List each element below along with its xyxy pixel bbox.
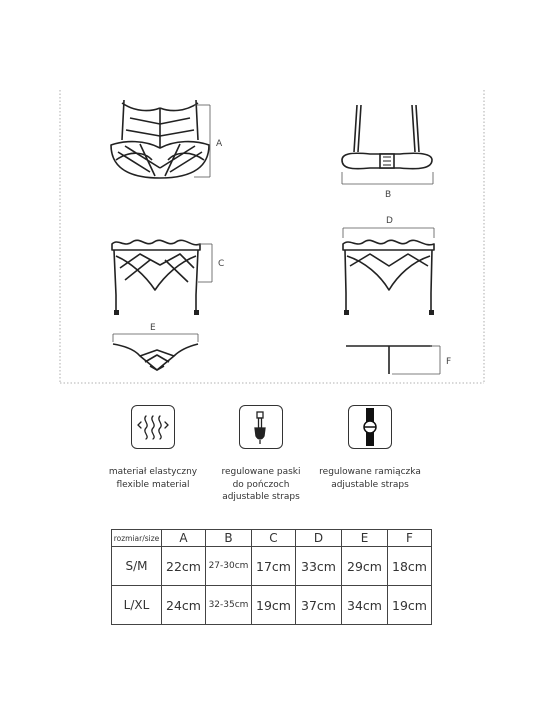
column-header-e: E [342,530,388,547]
table-cell: 18cm [388,547,432,586]
table-row [112,547,432,586]
dimension-label-a: A [216,139,223,149]
thong-front-drawing [113,344,198,370]
garter-clip-left [114,310,119,315]
table-cell: 19cm [388,586,432,625]
diagram-dotted-frame [60,90,484,383]
feature-shoulder-straps-label: regulowane ramiączka adjustable straps [319,467,421,490]
bra-front-drawing [111,100,209,178]
table-cell: 29cm [342,547,388,586]
dimension-label-b: B [385,190,392,200]
column-header-d: D [296,530,342,547]
dimension-b-marker [342,172,433,184]
table-cell: 37cm [296,586,342,625]
dimension-label-e: E [150,323,156,333]
dimension-label-d: D [386,216,393,226]
garter-belt-front-drawing [112,240,200,310]
table-cell: 17cm [252,547,296,586]
bra-back-drawing [342,105,432,169]
dimension-d-marker [343,228,434,238]
size-table-corner: rozmiar/size [112,530,162,547]
row-size-label: S/M [112,547,162,586]
garter-clip-back-left [344,310,349,315]
table-row [112,586,432,625]
elastic-material-icon [131,405,175,449]
table-cell: 33cm [296,547,342,586]
adjustable-garter-icon [239,405,283,449]
table-cell: 24cm [162,586,206,625]
column-header-b: B [206,530,252,547]
adjustable-shoulder-strap-icon [348,405,392,449]
garter-clip-back-right [429,310,434,315]
feature-elastic-label: materiał elastyczny flexible material [108,467,198,490]
garter-clip-right [194,310,199,315]
table-cell: 19cm [252,586,296,625]
dimension-e-marker [113,334,198,342]
row-size-label: L/XL [112,586,162,625]
dimension-label-f: F [446,357,452,367]
feature-garter-straps-label: regulowane paski do pończoch adjustable straps [221,467,301,502]
table-cell: 27-30cm [206,547,252,586]
column-header-a: A [162,530,206,547]
column-header-f: F [388,530,432,547]
table-cell: 22cm [162,547,206,586]
dimension-label-c: C [218,259,225,269]
table-cell: 32-35cm [206,586,252,625]
dimension-f-marker [392,346,440,374]
size-table-header-row [112,530,432,547]
size-table [111,529,432,625]
thong-back-drawing [346,346,432,374]
column-header-c: C [252,530,296,547]
feature-shoulder-straps [295,405,445,491]
garter-belt-back-drawing [343,240,434,310]
table-cell: 34cm [342,586,388,625]
